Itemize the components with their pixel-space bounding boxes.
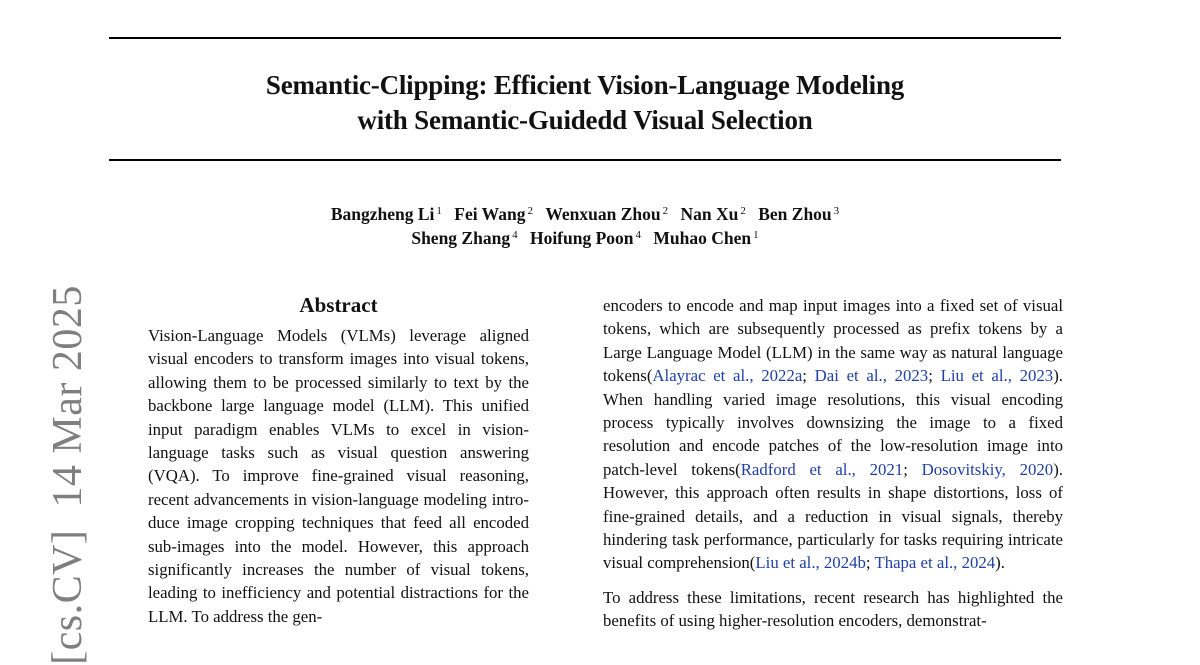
- citation-link[interactable]: Alayrac et al., 2022a: [652, 366, 803, 386]
- citation-link[interactable]: Dai et al., 2023: [814, 366, 929, 386]
- author-list: [109, 202, 1061, 250]
- arxiv-date: 14 Mar 2025: [45, 285, 91, 508]
- body-paragraph-1: encoders to encode and map input images into a fixed set of visual tokens, which are subsequently processed as prefix tokens by a Large Language Model (LLM) in the same way as natural language tokens(Alayrac et al., 2022a; Dai et al., 2023; Liu et al., 2023). When handling varied image resolutions, this visual encoding process typically involves downsizing the image to a fixed resolution and encode patches of the low-resolution image into patch-level tokens(Radford et al., 2021; Dosovitskiy, 2020). However, this approach often results in shape distortions, loss of fine-grained details, and a reduction in visual signals, thereby hindering task performance, particularly for tasks requiring intricate visual comprehension(Liu et al., 2024b; Thapa et al., 2024).: [603, 296, 1063, 573]
- paper-title: [109, 68, 1061, 138]
- citation-link[interactable]: Dosovitskiy, 2020: [921, 459, 1054, 479]
- abstract-heading: Abstract: [299, 293, 378, 317]
- body-paragraph-2: To address these limitations, recent research has highlighted the benefits of using higher-resolution encoders, demonstrat-: [603, 587, 1063, 631]
- title-line-2: with Semantic-Guidedd Visual Selection: [357, 105, 813, 135]
- citation-link[interactable]: Radford et al., 2021: [740, 459, 904, 479]
- title-rule-bottom: [109, 159, 1061, 161]
- arxiv-category: [cs.CV]: [45, 529, 91, 665]
- arxiv-stamp: [44, 285, 92, 665]
- author: Muhao Chen $^1$: [653, 228, 759, 248]
- author-row-1: [109, 202, 1061, 226]
- author: Sheng Zhang $^4$: [411, 228, 518, 248]
- author: Ben Zhou $^3$: [758, 204, 840, 224]
- title-rule-top: [109, 37, 1061, 39]
- author: Bangzheng Li $^1$: [330, 204, 442, 224]
- body-column-right: [603, 294, 1063, 633]
- citation-link[interactable]: Liu et al., 2023: [940, 366, 1054, 386]
- citation-link[interactable]: Thapa et al., 2024: [874, 553, 996, 573]
- abstract-text: Vision-Language Models (VLMs) leverage aligned visual encoders to transform images into visual tokens, allowing them to be processed similarly to text by the backbone large language model (LLM). This unified input paradigm enables VLMs to excel in vision-language tasks such as visual question answering (VQA). To improve fine-grained visual reasoning, recent advancements in vision-language modeling introduce image cropping techniques that feed all encoded sub-images into the model. However, this approach significantly increases the number of visual tokens, leading to inefficiency and potential distractions for the LLM. To address the gen-: [148, 326, 529, 626]
- author-row-2: [109, 226, 1061, 250]
- author: Wenxuan Zhou $^2$: [545, 204, 669, 224]
- author: Nan Xu $^2$: [680, 204, 746, 224]
- title-line-1: Semantic-Clipping: Efficient Vision-Language Modeling: [265, 70, 905, 100]
- author: Hoifung Poon $^4$: [529, 228, 642, 248]
- author: Fei Wang $^2$: [454, 204, 533, 224]
- citation-link[interactable]: Liu et al., 2024b: [755, 553, 866, 573]
